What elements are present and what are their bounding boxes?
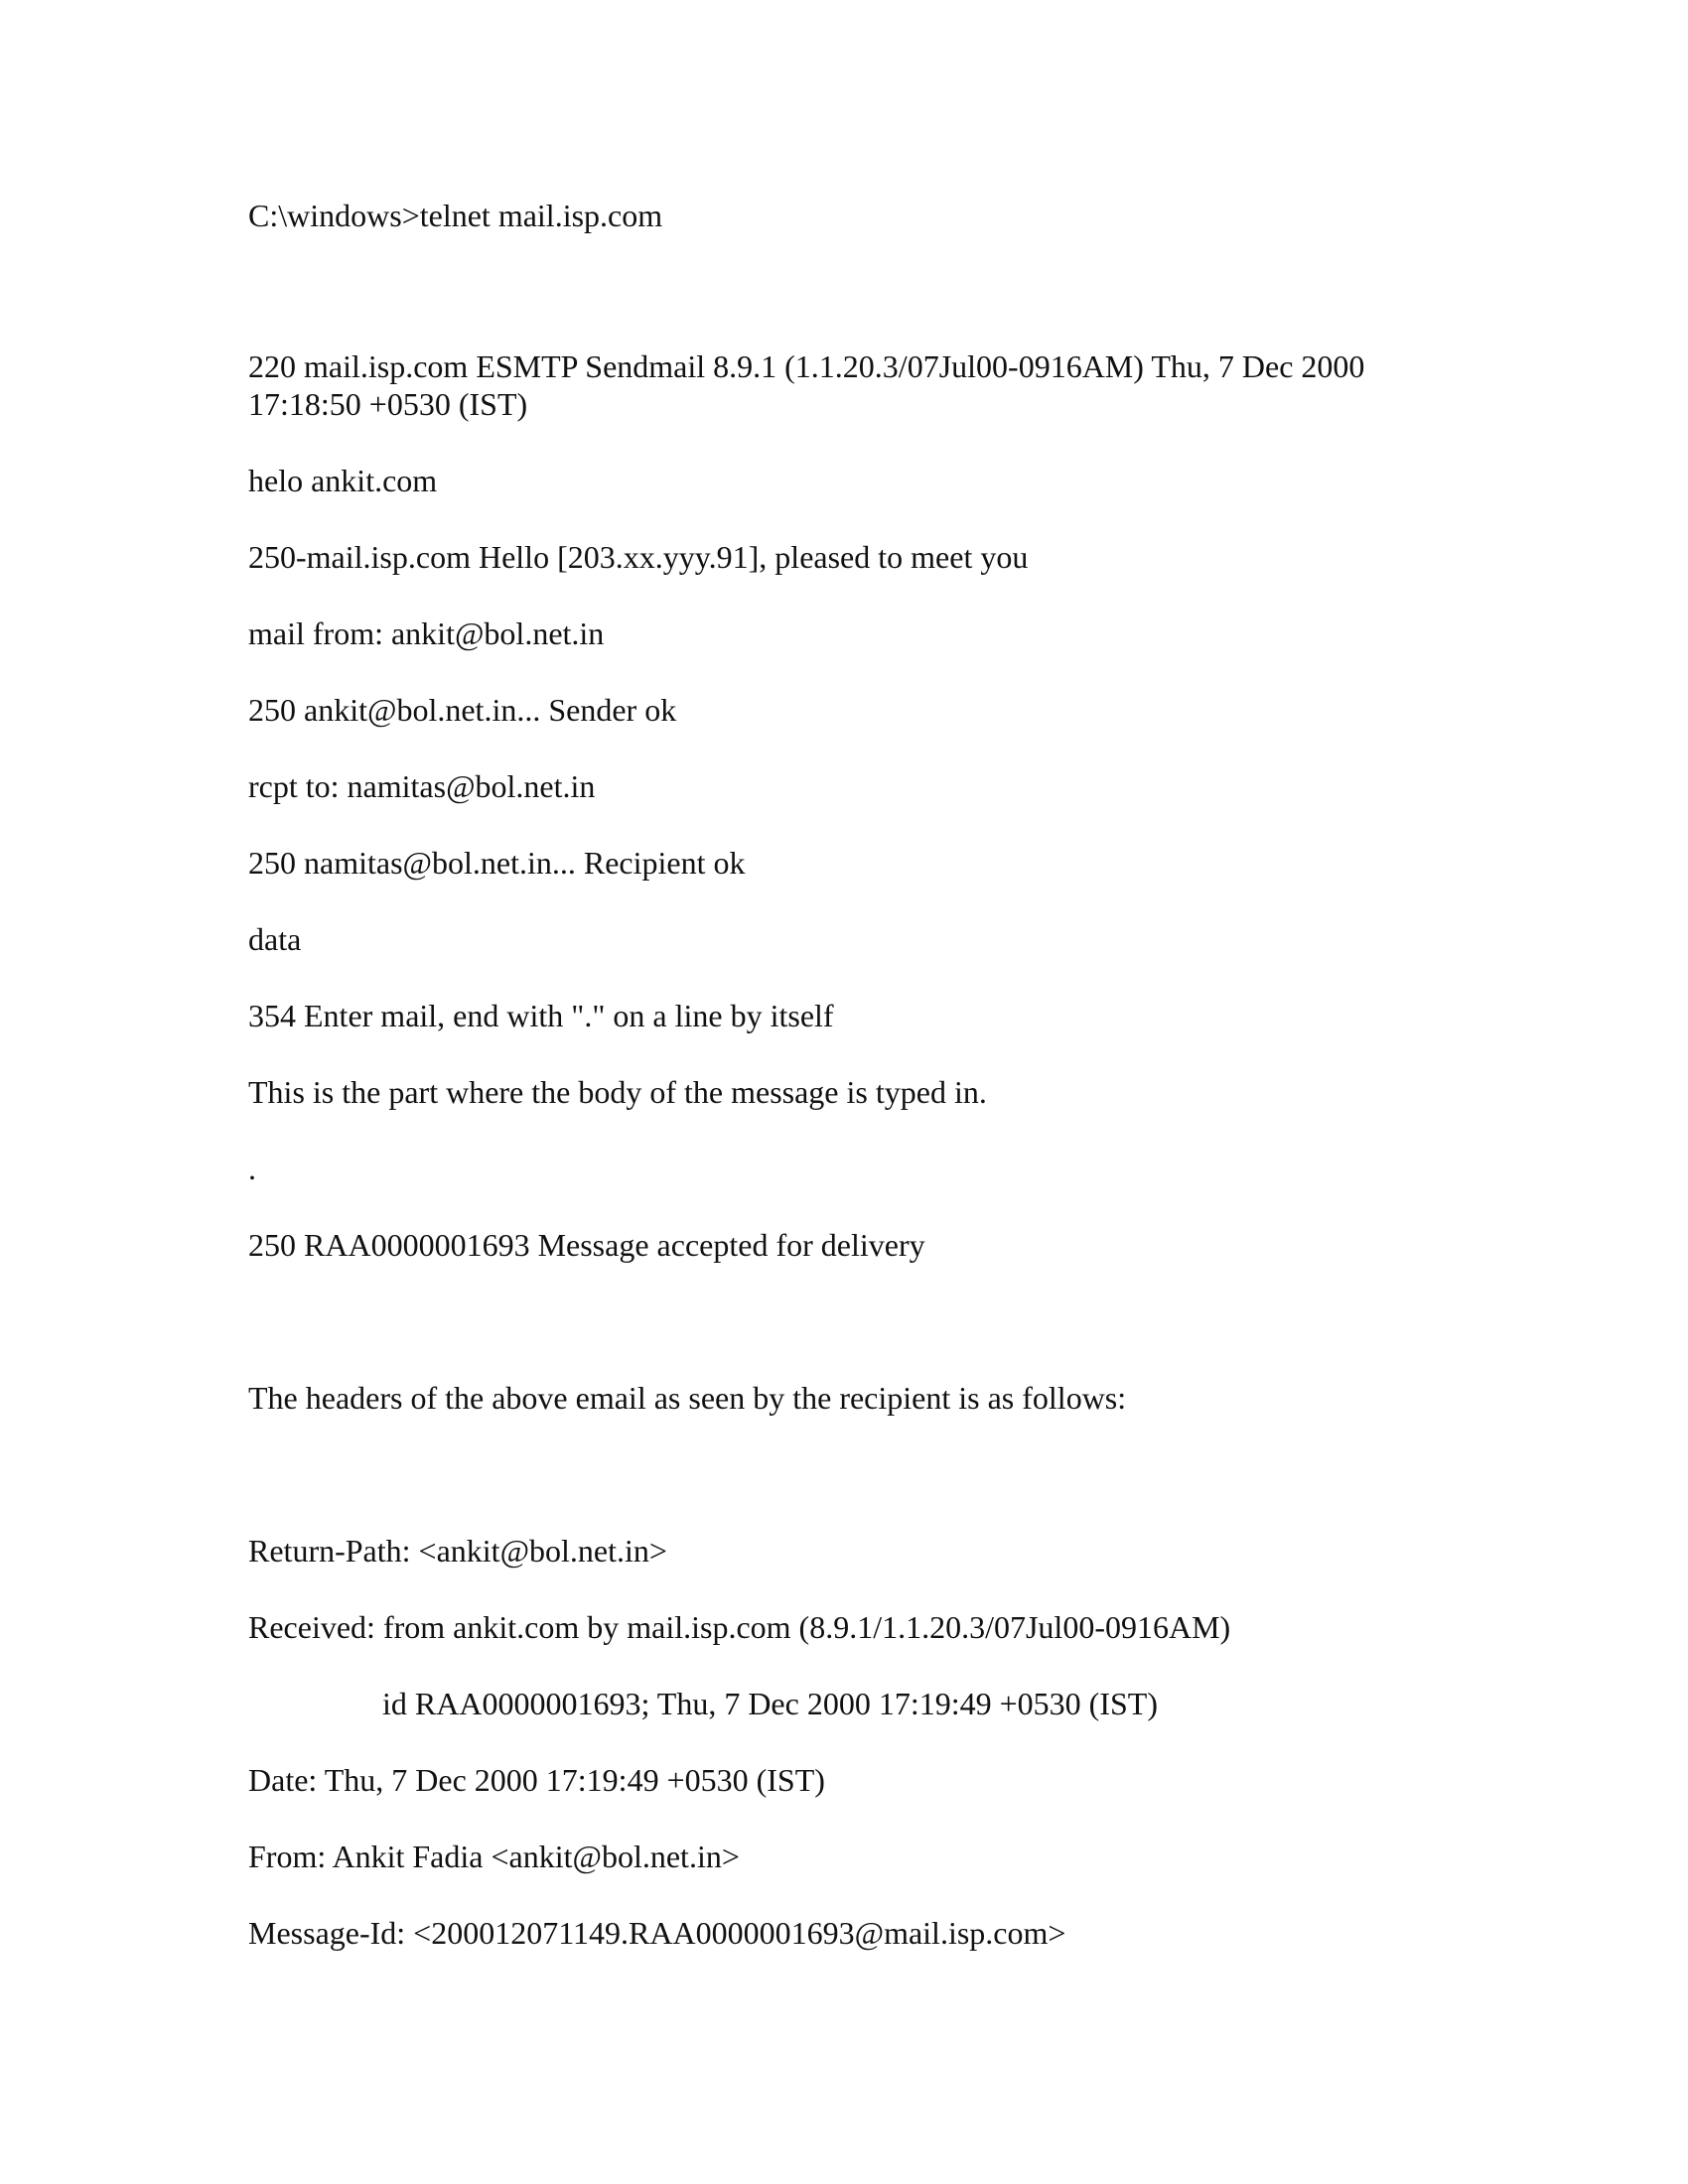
headers-intro: The headers of the above email as seen by the recipient is as follows: bbox=[248, 1380, 1127, 1416]
data-reply: 354 Enter mail, end with "." on a line by itself bbox=[248, 998, 834, 1033]
server-greeting-line-2: 17:18:50 +0530 (IST) bbox=[248, 386, 528, 422]
message-body: This is the part where the body of the message is typed in. bbox=[248, 1074, 987, 1110]
helo-reply: 250-mail.isp.com Hello [203.xx.yyy.91], pleased to meet you bbox=[248, 539, 1029, 575]
header-received-id: id RAA0000001693; Thu, 7 Dec 2000 17:19:49 +0530 (IST) bbox=[382, 1686, 1158, 1721]
telnet-command: C:\windows>telnet mail.isp.com bbox=[248, 198, 663, 233]
header-return-path: Return-Path: <ankit@bol.net.in> bbox=[248, 1533, 667, 1569]
data-command: data bbox=[248, 921, 302, 957]
mail-from-reply: 250 ankit@bol.net.in... Sender ok bbox=[248, 692, 677, 728]
mail-from-command: mail from: ankit@bol.net.in bbox=[248, 615, 605, 651]
helo-command: helo ankit.com bbox=[248, 463, 438, 498]
header-from: From: Ankit Fadia <ankit@bol.net.in> bbox=[248, 1839, 740, 1874]
rcpt-to-reply: 250 namitas@bol.net.in... Recipient ok bbox=[248, 845, 746, 881]
message-terminator: . bbox=[248, 1151, 256, 1186]
rcpt-to-command: rcpt to: namitas@bol.net.in bbox=[248, 768, 596, 804]
header-message-id: Message-Id: <200012071149.RAA0000001693@mail.isp.com> bbox=[248, 1915, 1066, 1951]
header-received: Received: from ankit.com by mail.isp.com (8.9.1/1.1.20.3/07Jul00-0916AM) bbox=[248, 1609, 1231, 1645]
server-greeting-line-1: 220 mail.isp.com ESMTP Sendmail 8.9.1 (1.1.20.3/07Jul00-0916AM) Thu, 7 Dec 2000 bbox=[248, 348, 1365, 384]
accepted-reply: 250 RAA0000001693 Message accepted for delivery bbox=[248, 1227, 925, 1263]
header-date: Date: Thu, 7 Dec 2000 17:19:49 +0530 (IST) bbox=[248, 1762, 825, 1798]
